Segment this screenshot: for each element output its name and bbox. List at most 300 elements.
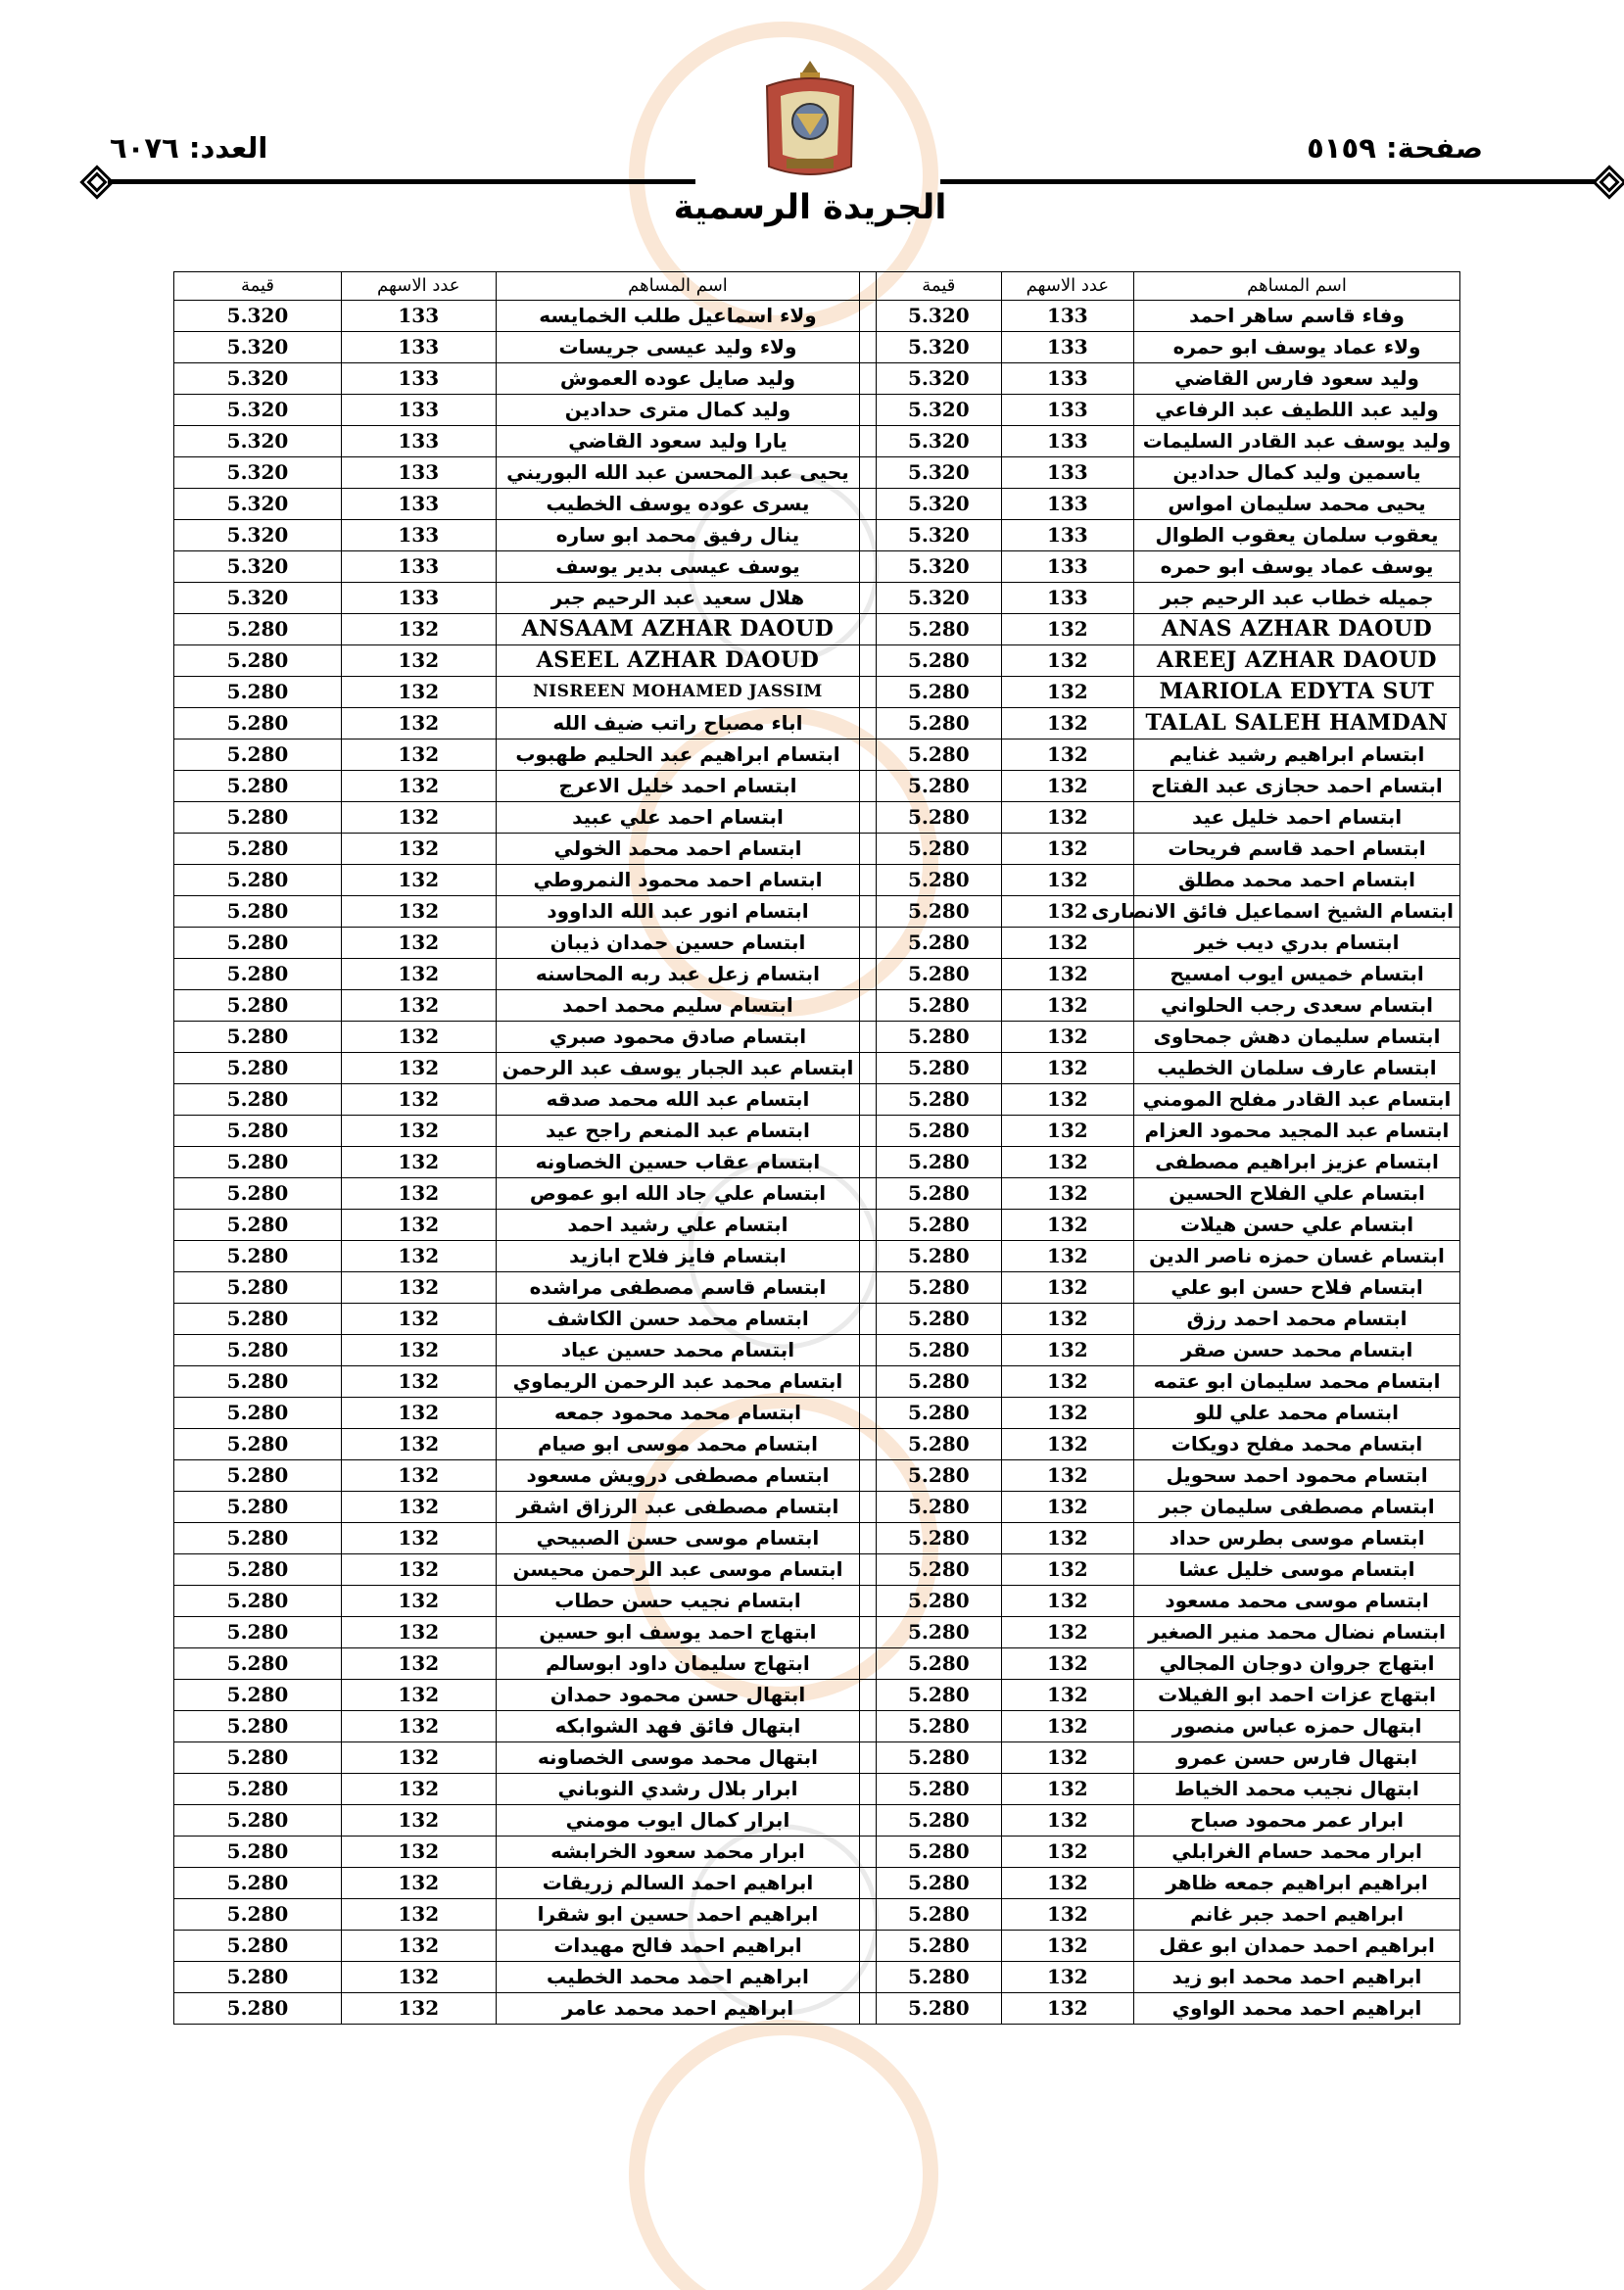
share-value: 5.280 bbox=[174, 1774, 342, 1805]
share-value: 5.280 bbox=[877, 802, 1002, 834]
share-value: 5.280 bbox=[877, 1931, 1002, 1962]
shareholder-name: ابتسام احمد حجازى عبد الفتاح bbox=[1134, 771, 1460, 802]
shares-count: 133 bbox=[341, 457, 496, 489]
table-row bbox=[174, 301, 1460, 332]
shareholder-name: ابراهيم احمد فالح مهيدات bbox=[496, 1931, 860, 1962]
share-value: 5.280 bbox=[174, 1335, 342, 1366]
shareholder-name: MARIOLA EDYTA SUT bbox=[1134, 677, 1460, 708]
column-header-name: اسم المساهم bbox=[1134, 272, 1460, 301]
shareholder-name: ابراهيم احمد محمد الواوي bbox=[1134, 1993, 1460, 2025]
share-value: 5.280 bbox=[174, 1868, 342, 1899]
shareholder-name: ابتسام عبد الله محمد صدقه bbox=[496, 1084, 860, 1116]
share-value: 5.320 bbox=[877, 583, 1002, 614]
shares-count: 132 bbox=[341, 1053, 496, 1084]
column-gap bbox=[860, 426, 877, 457]
table-row bbox=[174, 1617, 1460, 1648]
shares-count: 132 bbox=[341, 928, 496, 959]
shareholder-name: ابراهيم احمد محمد الخطيب bbox=[496, 1962, 860, 1993]
share-value: 5.280 bbox=[877, 1962, 1002, 1993]
shares-count: 133 bbox=[341, 301, 496, 332]
share-value: 5.280 bbox=[877, 1492, 1002, 1523]
table-row bbox=[174, 1993, 1460, 2025]
column-gap bbox=[860, 990, 877, 1022]
column-gap bbox=[860, 1116, 877, 1147]
table-row bbox=[174, 520, 1460, 551]
share-value: 5.280 bbox=[877, 1711, 1002, 1742]
table-row bbox=[174, 1868, 1460, 1899]
shares-count: 132 bbox=[341, 677, 496, 708]
shares-count: 132 bbox=[341, 1147, 496, 1178]
shareholder-name: ابتسام زعل عبد ربه المحاسنه bbox=[496, 959, 860, 990]
shares-count: 132 bbox=[341, 1335, 496, 1366]
shares-count: 132 bbox=[1001, 1554, 1133, 1586]
shares-count: 132 bbox=[1001, 1837, 1133, 1868]
shareholder-name: TALAL SALEH HAMDAN bbox=[1134, 708, 1460, 739]
column-gap bbox=[860, 1272, 877, 1304]
table-row bbox=[174, 1648, 1460, 1680]
shares-count: 132 bbox=[1001, 1304, 1133, 1335]
column-gap bbox=[860, 1931, 877, 1962]
shares-count: 132 bbox=[341, 1931, 496, 1962]
share-value: 5.280 bbox=[877, 1648, 1002, 1680]
share-value: 5.280 bbox=[174, 1241, 342, 1272]
shares-count: 132 bbox=[1001, 1586, 1133, 1617]
share-value: 5.320 bbox=[174, 583, 342, 614]
share-value: 5.280 bbox=[877, 990, 1002, 1022]
shares-count: 132 bbox=[341, 1617, 496, 1648]
shares-count: 133 bbox=[1001, 301, 1133, 332]
shares-count: 132 bbox=[1001, 1617, 1133, 1648]
share-value: 5.280 bbox=[877, 896, 1002, 928]
column-gap bbox=[860, 739, 877, 771]
share-value: 5.280 bbox=[174, 1586, 342, 1617]
shareholder-name: ابرار عمر محمود صباح bbox=[1134, 1805, 1460, 1837]
shares-count: 132 bbox=[341, 1116, 496, 1147]
shareholder-name: ابتسام محمد مفلح دويكات bbox=[1134, 1429, 1460, 1460]
shares-count: 133 bbox=[341, 332, 496, 363]
share-value: 5.280 bbox=[877, 645, 1002, 677]
share-value: 5.280 bbox=[174, 677, 342, 708]
shares-count: 132 bbox=[1001, 1993, 1133, 2025]
shareholder-name: ابتسام احمد محمد مطلق bbox=[1134, 865, 1460, 896]
shareholder-name: ابتسام عارف سلمان الخطيب bbox=[1134, 1053, 1460, 1084]
table-row bbox=[174, 1366, 1460, 1398]
shareholder-name: ابتسام محمد احمد رزق bbox=[1134, 1304, 1460, 1335]
table-row bbox=[174, 1837, 1460, 1868]
table-row bbox=[174, 802, 1460, 834]
share-value: 5.280 bbox=[174, 1899, 342, 1931]
column-gap bbox=[860, 301, 877, 332]
table-row bbox=[174, 457, 1460, 489]
shareholder-name: ابتسام انور عبد الله الداوود bbox=[496, 896, 860, 928]
table-row bbox=[174, 1116, 1460, 1147]
table-row bbox=[174, 1962, 1460, 1993]
shareholder-name: يعقوب سلمان يعقوب الطوال bbox=[1134, 520, 1460, 551]
share-value: 5.320 bbox=[877, 457, 1002, 489]
column-gap bbox=[860, 1460, 877, 1492]
shareholder-name: ابتسام محمد حسن صقر bbox=[1134, 1335, 1460, 1366]
shares-count: 132 bbox=[341, 1398, 496, 1429]
table-row bbox=[174, 1711, 1460, 1742]
shareholder-name: ابتسام احمد محمود النمروطي bbox=[496, 865, 860, 896]
share-value: 5.320 bbox=[877, 426, 1002, 457]
shareholder-name: ابراهيم احمد جبر غانم bbox=[1134, 1899, 1460, 1931]
table-row bbox=[174, 1241, 1460, 1272]
header-rule-right bbox=[940, 179, 1597, 184]
shares-count: 132 bbox=[1001, 677, 1133, 708]
table-row bbox=[174, 1931, 1460, 1962]
column-gap bbox=[860, 1304, 877, 1335]
table-row bbox=[174, 1304, 1460, 1335]
shareholder-name: ابتسام عقاب حسين الخصاونه bbox=[496, 1147, 860, 1178]
shares-count: 133 bbox=[341, 583, 496, 614]
shareholder-name: ابتسام مصطفى عبد الرزاق اشقر bbox=[496, 1492, 860, 1523]
table-row bbox=[174, 551, 1460, 583]
share-value: 5.280 bbox=[877, 928, 1002, 959]
shareholder-name: ياسمين وليد كمال حدادين bbox=[1134, 457, 1460, 489]
table-row bbox=[174, 739, 1460, 771]
shares-count: 132 bbox=[1001, 1460, 1133, 1492]
share-value: 5.280 bbox=[877, 1304, 1002, 1335]
column-gap bbox=[860, 520, 877, 551]
shareholder-name: ابتسام غسان حمزه ناصر الدين bbox=[1134, 1241, 1460, 1272]
column-gap bbox=[860, 1210, 877, 1241]
shareholder-name: ينال رفيق محمد ابو ساره bbox=[496, 520, 860, 551]
table-row bbox=[174, 896, 1460, 928]
table-row bbox=[174, 928, 1460, 959]
shares-count: 132 bbox=[1001, 1178, 1133, 1210]
shares-count: 132 bbox=[1001, 802, 1133, 834]
column-gap bbox=[860, 395, 877, 426]
share-value: 5.280 bbox=[174, 802, 342, 834]
column-gap bbox=[860, 1805, 877, 1837]
shareholder-name: ابتسام موسى حسن الصبيحي bbox=[496, 1523, 860, 1554]
share-value: 5.280 bbox=[877, 1899, 1002, 1931]
shares-count: 133 bbox=[341, 426, 496, 457]
table-row bbox=[174, 1492, 1460, 1523]
column-gap bbox=[860, 865, 877, 896]
shareholder-name: ANSAAM AZHAR DAOUD bbox=[496, 614, 860, 645]
shareholder-name: ابتسام علي جاد الله ابو عموص bbox=[496, 1178, 860, 1210]
shareholder-name: ابتسام بدري ديب خير bbox=[1134, 928, 1460, 959]
column-gap bbox=[860, 1554, 877, 1586]
share-value: 5.320 bbox=[174, 363, 342, 395]
table-row bbox=[174, 1554, 1460, 1586]
shareholder-name: ابتسام سليمان دهش جمحاوى bbox=[1134, 1022, 1460, 1053]
shares-count: 133 bbox=[1001, 332, 1133, 363]
share-value: 5.320 bbox=[877, 395, 1002, 426]
column-gap bbox=[860, 363, 877, 395]
shareholder-name: ابتسام فلاح حسن ابو علي bbox=[1134, 1272, 1460, 1304]
shares-count: 132 bbox=[341, 1523, 496, 1554]
table-row bbox=[174, 1774, 1460, 1805]
shares-count: 132 bbox=[1001, 1492, 1133, 1523]
shares-count: 132 bbox=[341, 1554, 496, 1586]
shares-count: 132 bbox=[341, 802, 496, 834]
column-gap bbox=[860, 1084, 877, 1116]
shares-count: 132 bbox=[341, 896, 496, 928]
shareholder-name: ابتسام علي رشيد احمد bbox=[496, 1210, 860, 1241]
column-gap bbox=[860, 551, 877, 583]
shares-count: 132 bbox=[341, 834, 496, 865]
share-value: 5.280 bbox=[877, 1147, 1002, 1178]
shareholder-name: يحيى عبد المحسن عبد الله البوريني bbox=[496, 457, 860, 489]
share-value: 5.280 bbox=[877, 1680, 1002, 1711]
shares-count: 132 bbox=[1001, 1053, 1133, 1084]
shareholder-name: جميله خطاب عبد الرحيم جبر bbox=[1134, 583, 1460, 614]
share-value: 5.320 bbox=[877, 551, 1002, 583]
shares-count: 132 bbox=[1001, 645, 1133, 677]
table-row bbox=[174, 395, 1460, 426]
shareholder-name: ابتسام الشيخ اسماعيل فائق الانصارى bbox=[1134, 896, 1460, 928]
shareholder-name: ابتهال فائق فهد الشوابكه bbox=[496, 1711, 860, 1742]
shares-count: 132 bbox=[341, 1084, 496, 1116]
shares-count: 132 bbox=[1001, 959, 1133, 990]
shareholder-name: ابتسام عبد القادر مفلح المومني bbox=[1134, 1084, 1460, 1116]
share-value: 5.280 bbox=[174, 1053, 342, 1084]
shareholder-name: يوسف عماد يوسف ابو حمره bbox=[1134, 551, 1460, 583]
shares-count: 132 bbox=[1001, 1398, 1133, 1429]
shareholder-name: يارا وليد سعود القاضي bbox=[496, 426, 860, 457]
share-value: 5.280 bbox=[877, 1586, 1002, 1617]
shareholder-name: ابتسام علي الفلاح الحسين bbox=[1134, 1178, 1460, 1210]
shares-count: 132 bbox=[341, 1304, 496, 1335]
share-value: 5.280 bbox=[877, 1053, 1002, 1084]
shareholder-name: ابتسام موسى عبد الرحمن محيسن bbox=[496, 1554, 860, 1586]
shares-count: 132 bbox=[1001, 1335, 1133, 1366]
shares-count: 132 bbox=[1001, 1774, 1133, 1805]
column-gap bbox=[860, 708, 877, 739]
shares-count: 133 bbox=[341, 363, 496, 395]
coat-of-arms-icon bbox=[757, 57, 863, 182]
share-value: 5.280 bbox=[877, 1398, 1002, 1429]
share-value: 5.280 bbox=[877, 1742, 1002, 1774]
table-row bbox=[174, 1429, 1460, 1460]
share-value: 5.280 bbox=[877, 677, 1002, 708]
shareholder-name: ابتهاج عزات احمد ابو الفيلات bbox=[1134, 1680, 1460, 1711]
shareholder-name: ابتسام حسين حمدان ذيبان bbox=[496, 928, 860, 959]
share-value: 5.280 bbox=[877, 1116, 1002, 1147]
share-value: 5.280 bbox=[877, 834, 1002, 865]
shareholder-name: ابتسام نجيب حسن حطاب bbox=[496, 1586, 860, 1617]
column-gap bbox=[860, 614, 877, 645]
shareholder-name: ابتسام عزيز ابراهيم مصطفى bbox=[1134, 1147, 1460, 1178]
shareholder-name: ابراهيم احمد محمد ابو زيد bbox=[1134, 1962, 1460, 1993]
table-row bbox=[174, 1272, 1460, 1304]
table-row bbox=[174, 1147, 1460, 1178]
share-value: 5.280 bbox=[174, 959, 342, 990]
table-row bbox=[174, 1460, 1460, 1492]
table-row bbox=[174, 645, 1460, 677]
share-value: 5.280 bbox=[174, 1304, 342, 1335]
share-value: 5.280 bbox=[174, 1837, 342, 1868]
shares-count: 132 bbox=[1001, 1366, 1133, 1398]
shareholder-name: ولاء اسماعيل طلب الخمايسه bbox=[496, 301, 860, 332]
shares-count: 132 bbox=[1001, 1272, 1133, 1304]
shareholder-name: ابتهال محمد موسى الخصاونه bbox=[496, 1742, 860, 1774]
share-value: 5.280 bbox=[877, 1366, 1002, 1398]
column-header-value: قيمة bbox=[174, 272, 342, 301]
column-gap bbox=[860, 1617, 877, 1648]
shareholder-name: ابتهال فارس حسن عمرو bbox=[1134, 1742, 1460, 1774]
column-gap bbox=[860, 1742, 877, 1774]
table-row bbox=[174, 771, 1460, 802]
column-gap bbox=[860, 332, 877, 363]
shareholder-name: ANAS AZHAR DAOUD bbox=[1134, 614, 1460, 645]
column-gap bbox=[860, 1899, 877, 1931]
column-gap bbox=[860, 1398, 877, 1429]
shareholders-table bbox=[173, 271, 1460, 2025]
shares-count: 132 bbox=[341, 1899, 496, 1931]
shareholder-name: ابرار كمال ايوب مومني bbox=[496, 1805, 860, 1837]
table-row bbox=[174, 332, 1460, 363]
shareholder-name: ابتسام ابراهيم رشيد غنايم bbox=[1134, 739, 1460, 771]
share-value: 5.280 bbox=[174, 1931, 342, 1962]
shares-count: 132 bbox=[341, 1962, 496, 1993]
share-value: 5.280 bbox=[877, 1335, 1002, 1366]
share-value: 5.280 bbox=[174, 1022, 342, 1053]
share-value: 5.320 bbox=[877, 363, 1002, 395]
shareholder-name: ابتسام محمود احمد سحويل bbox=[1134, 1460, 1460, 1492]
shares-count: 132 bbox=[341, 1586, 496, 1617]
shareholder-name: وليد يوسف عبد القادر السليمات bbox=[1134, 426, 1460, 457]
share-value: 5.280 bbox=[877, 1084, 1002, 1116]
shares-count: 132 bbox=[1001, 1868, 1133, 1899]
table-row bbox=[174, 1022, 1460, 1053]
column-gap bbox=[860, 1053, 877, 1084]
column-gap bbox=[860, 1711, 877, 1742]
shareholder-name: وليد سعود فارس القاضي bbox=[1134, 363, 1460, 395]
shareholder-name: يحيى محمد سليمان امواس bbox=[1134, 489, 1460, 520]
shares-count: 132 bbox=[341, 771, 496, 802]
shareholder-name: ابتسام موسى بطرس حداد bbox=[1134, 1523, 1460, 1554]
shares-count: 132 bbox=[341, 1774, 496, 1805]
column-gap bbox=[860, 802, 877, 834]
shareholder-name: ابتسام محمد عبد الرحمن الريماوي bbox=[496, 1366, 860, 1398]
shares-count: 132 bbox=[341, 1460, 496, 1492]
shareholder-name: NISREEN MOHAMED JASSIM bbox=[496, 677, 860, 708]
column-gap bbox=[860, 1962, 877, 1993]
shares-count: 133 bbox=[341, 395, 496, 426]
share-value: 5.280 bbox=[174, 1398, 342, 1429]
column-header-shares: عدد الاسهم bbox=[341, 272, 496, 301]
share-value: 5.280 bbox=[877, 1178, 1002, 1210]
shares-count: 132 bbox=[1001, 1805, 1133, 1837]
share-value: 5.280 bbox=[174, 834, 342, 865]
share-value: 5.280 bbox=[174, 1460, 342, 1492]
share-value: 5.320 bbox=[877, 301, 1002, 332]
shareholder-name: وليد صايل عوده العموش bbox=[496, 363, 860, 395]
shareholder-name: ابتسام مصطفى سليمان جبر bbox=[1134, 1492, 1460, 1523]
shareholder-name: ابرار بلال رشدي النوباني bbox=[496, 1774, 860, 1805]
column-gap bbox=[860, 959, 877, 990]
shares-count: 132 bbox=[341, 1805, 496, 1837]
table-row bbox=[174, 1210, 1460, 1241]
page-title: الجريدة الرسمية bbox=[673, 188, 947, 227]
share-value: 5.280 bbox=[877, 739, 1002, 771]
column-gap bbox=[860, 771, 877, 802]
share-value: 5.280 bbox=[877, 1272, 1002, 1304]
shares-count: 132 bbox=[1001, 1742, 1133, 1774]
shareholder-name: ابتسام محمد حسين عياد bbox=[496, 1335, 860, 1366]
shareholder-name: وليد عبد اللطيف عبد الرفاعي bbox=[1134, 395, 1460, 426]
column-header-shares: عدد الاسهم bbox=[1001, 272, 1133, 301]
share-value: 5.280 bbox=[877, 614, 1002, 645]
share-value: 5.280 bbox=[877, 1774, 1002, 1805]
table-row bbox=[174, 426, 1460, 457]
shares-count: 133 bbox=[1001, 363, 1133, 395]
share-value: 5.280 bbox=[174, 1147, 342, 1178]
share-value: 5.280 bbox=[174, 1742, 342, 1774]
shares-count: 132 bbox=[1001, 614, 1133, 645]
column-gap bbox=[860, 1680, 877, 1711]
shareholder-name: ابتسام نضال محمد منير الصغير bbox=[1134, 1617, 1460, 1648]
shares-count: 132 bbox=[341, 1711, 496, 1742]
share-value: 5.280 bbox=[174, 1680, 342, 1711]
table-row bbox=[174, 1053, 1460, 1084]
share-value: 5.280 bbox=[174, 708, 342, 739]
table-row bbox=[174, 834, 1460, 865]
shareholder-name: ابتسام موسى محمد مسعود bbox=[1134, 1586, 1460, 1617]
column-gap bbox=[860, 457, 877, 489]
table-row bbox=[174, 489, 1460, 520]
shareholder-name: ابراهيم ابراهيم جمعه ظاهر bbox=[1134, 1868, 1460, 1899]
shareholder-name: ابتسام صادق محمود صبري bbox=[496, 1022, 860, 1053]
share-value: 5.280 bbox=[174, 771, 342, 802]
column-gap bbox=[860, 1523, 877, 1554]
table-row bbox=[174, 1523, 1460, 1554]
table-row bbox=[174, 959, 1460, 990]
share-value: 5.320 bbox=[877, 332, 1002, 363]
shares-count: 132 bbox=[341, 1178, 496, 1210]
share-value: 5.280 bbox=[174, 1084, 342, 1116]
shareholder-name: ابتسام خميس ايوب امسيح bbox=[1134, 959, 1460, 990]
table-row bbox=[174, 1899, 1460, 1931]
share-value: 5.280 bbox=[877, 959, 1002, 990]
shareholder-name: ابتسام سليم محمد احمد bbox=[496, 990, 860, 1022]
shares-count: 133 bbox=[1001, 457, 1133, 489]
share-value: 5.320 bbox=[174, 489, 342, 520]
share-value: 5.280 bbox=[174, 1617, 342, 1648]
shares-count: 133 bbox=[341, 520, 496, 551]
column-gap bbox=[860, 1429, 877, 1460]
table-row bbox=[174, 677, 1460, 708]
share-value: 5.320 bbox=[877, 520, 1002, 551]
share-value: 5.280 bbox=[174, 896, 342, 928]
column-gap bbox=[860, 1774, 877, 1805]
shareholder-name: ابتهاج جروان دوجان المجالي bbox=[1134, 1648, 1460, 1680]
shareholder-name: ابتهاج سليمان داود ابوسالم bbox=[496, 1648, 860, 1680]
shareholder-name: ابتسام عبد المجيد محمود العزام bbox=[1134, 1116, 1460, 1147]
table-row bbox=[174, 583, 1460, 614]
shares-count: 132 bbox=[341, 1492, 496, 1523]
column-gap bbox=[860, 677, 877, 708]
shares-count: 132 bbox=[1001, 1241, 1133, 1272]
shares-count: 132 bbox=[341, 1241, 496, 1272]
share-value: 5.280 bbox=[877, 1554, 1002, 1586]
shares-count: 132 bbox=[1001, 1022, 1133, 1053]
table-row bbox=[174, 614, 1460, 645]
shareholder-name: وفاء قاسم ساهر احمد bbox=[1134, 301, 1460, 332]
column-gap bbox=[860, 896, 877, 928]
shareholder-name: ابتسام محمد علي للو bbox=[1134, 1398, 1460, 1429]
shareholder-name: ابتسام محمد حسن الكاشف bbox=[496, 1304, 860, 1335]
shares-count: 133 bbox=[1001, 583, 1133, 614]
shares-count: 132 bbox=[1001, 1899, 1133, 1931]
shares-count: 132 bbox=[1001, 1962, 1133, 1993]
shares-count: 132 bbox=[341, 1429, 496, 1460]
table-row bbox=[174, 1805, 1460, 1837]
